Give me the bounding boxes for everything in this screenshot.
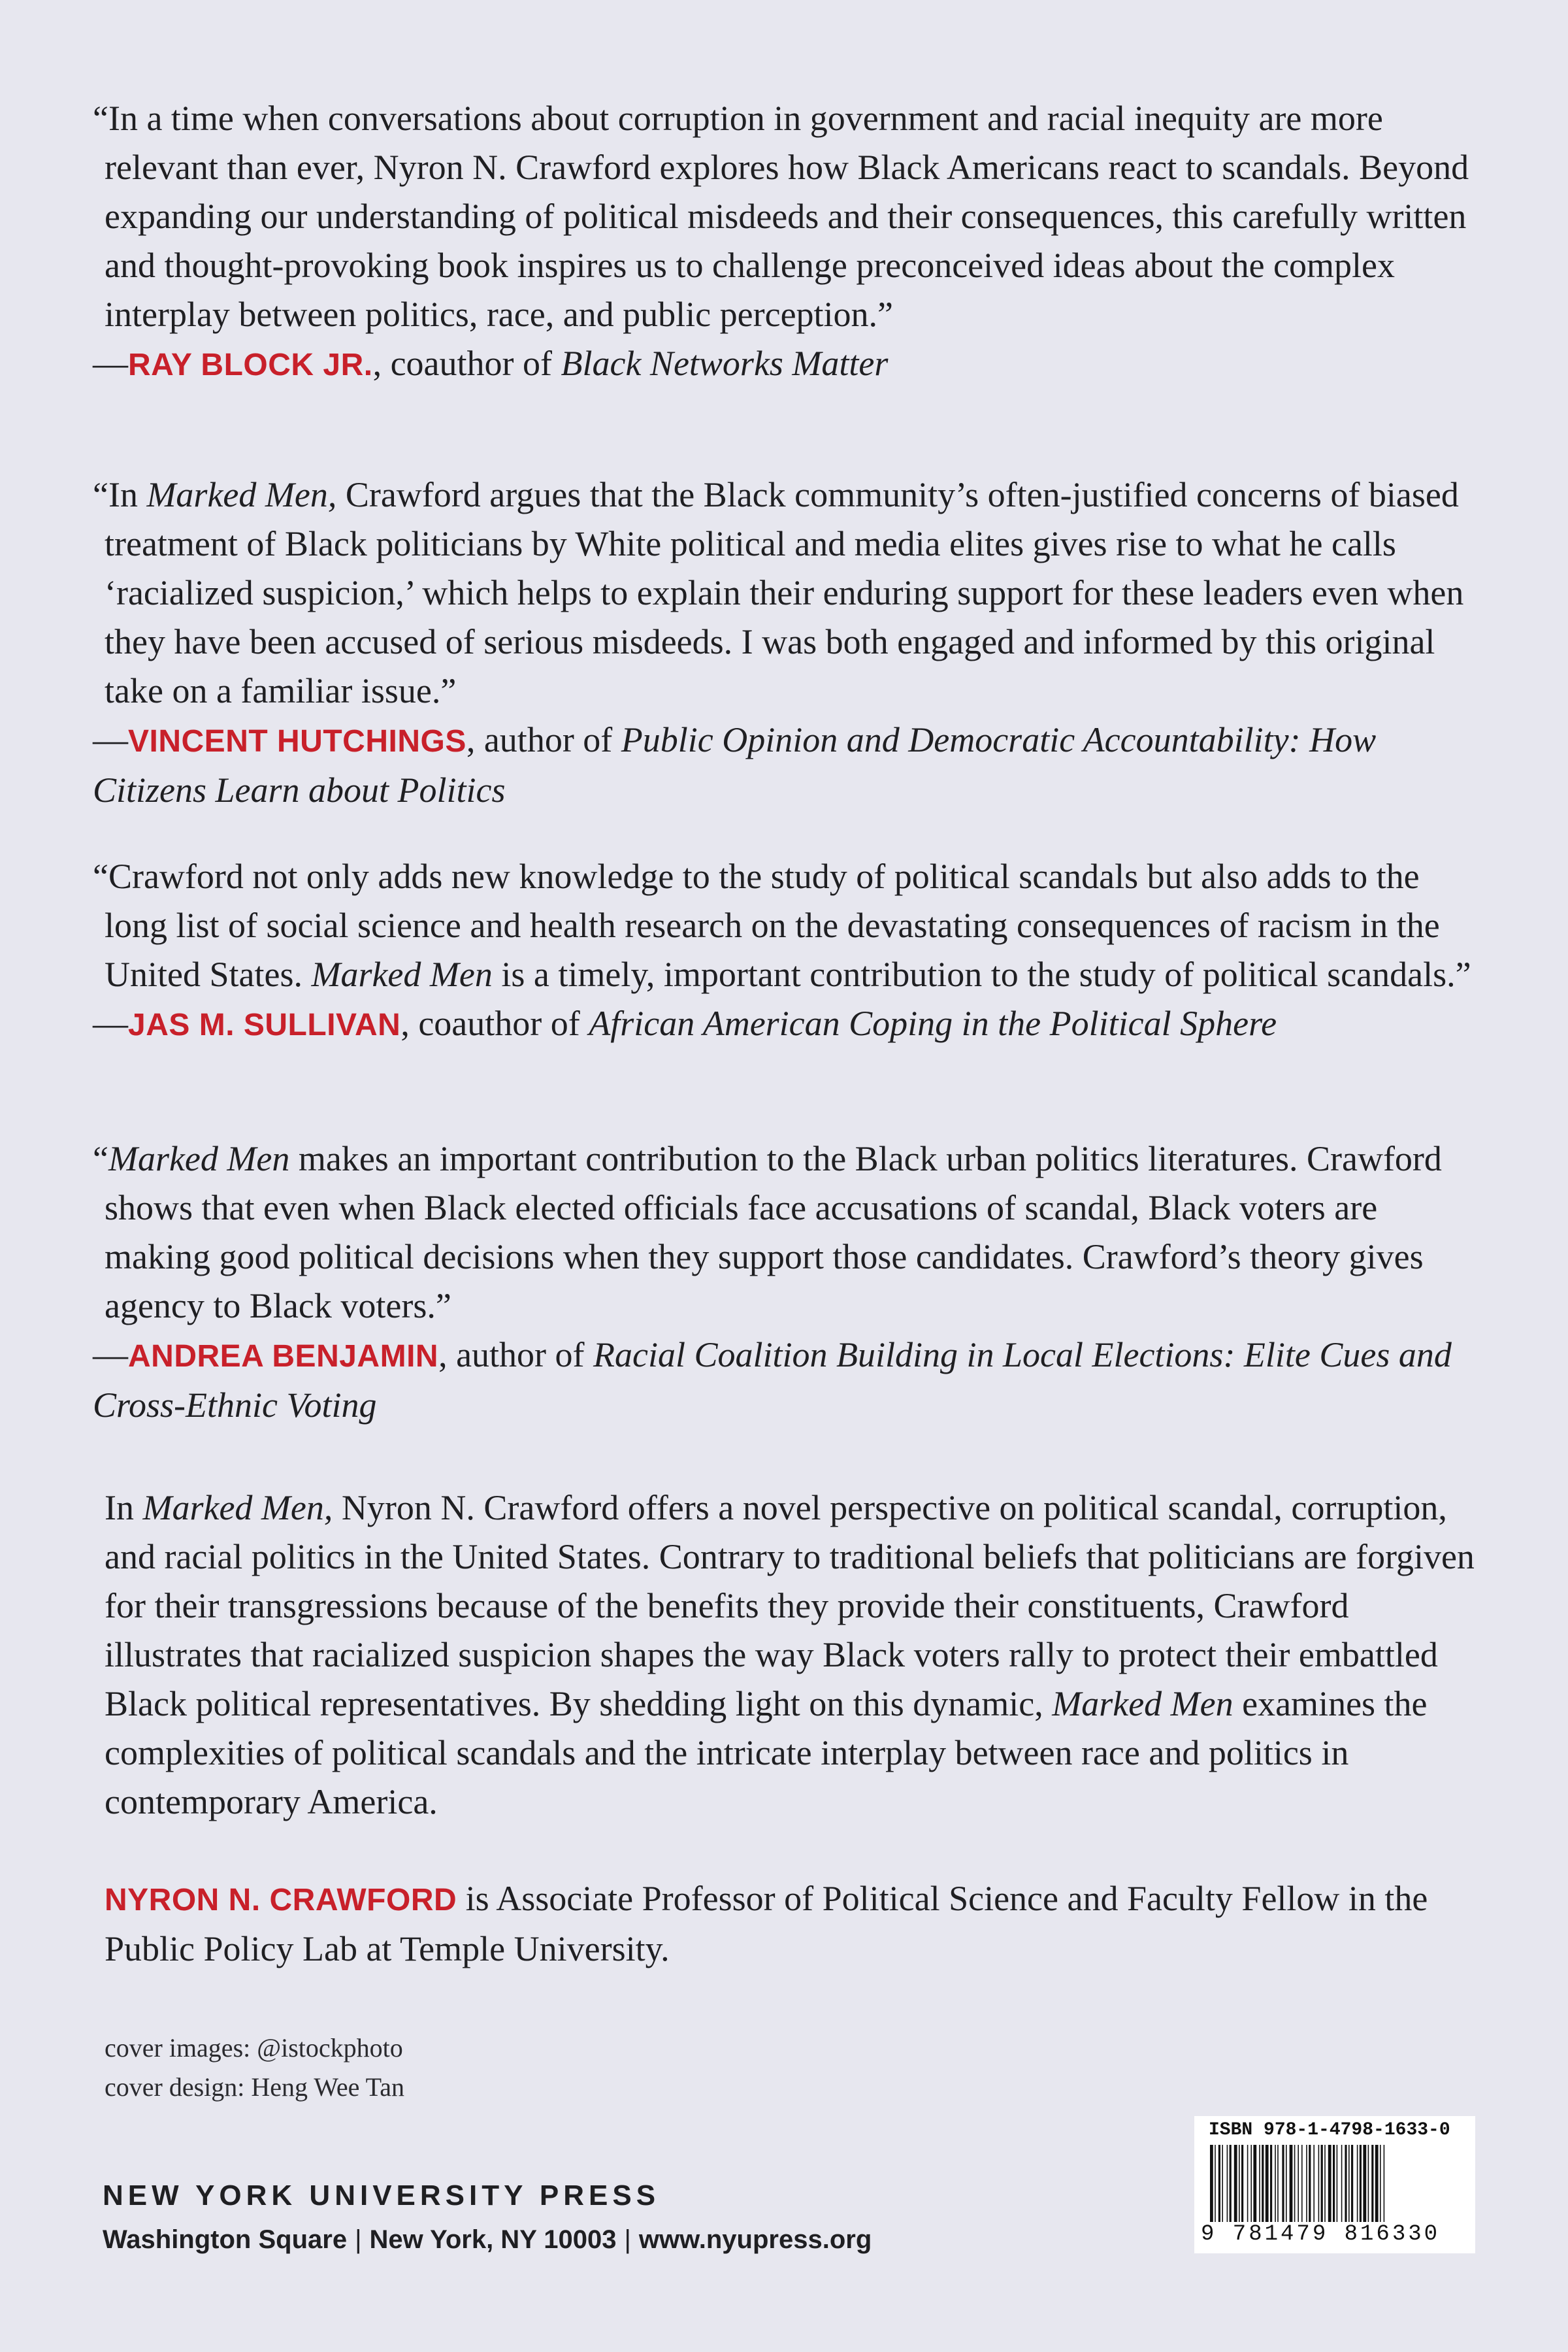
barcode-bar bbox=[1250, 2145, 1252, 2222]
barcode-bar bbox=[1337, 2145, 1338, 2222]
barcode-bar bbox=[1345, 2145, 1347, 2222]
barcode-bar bbox=[1368, 2145, 1369, 2222]
endorser-name: VINCENT HUTCHINGS bbox=[128, 724, 466, 759]
endorsement-quote bbox=[93, 471, 1478, 716]
barcode-bar bbox=[1341, 2145, 1343, 2222]
endorsement-block bbox=[93, 471, 1478, 815]
barcode-bar bbox=[1210, 2145, 1213, 2222]
endorser-role: , author of bbox=[438, 1335, 594, 1374]
description-text: Nyron N. Crawford offers a novel perspective on political scandal, corruption, and racial politics in the United States. Contrary to traditional beliefs that politicians are forgiven for their transgressions because of the benefits they provide their constituents, Crawford illustrates that racialized suspicion shapes the way Black voters rally to protect their embattled Black political representatives. By shedding light on this dynamic, bbox=[105, 1488, 1475, 1723]
endorsement-quote bbox=[93, 852, 1478, 999]
book-title: Marked Men bbox=[108, 1139, 290, 1178]
barcode-bar bbox=[1227, 2145, 1228, 2222]
book-title: Marked Men bbox=[1052, 1684, 1233, 1723]
endorser-work: Public Opinion and Democratic Accountability: How Citizens Learn about Politics bbox=[93, 720, 1377, 810]
endorsement-block bbox=[93, 852, 1478, 1050]
endorser-name: JAS M. SULLIVAN bbox=[128, 1008, 401, 1042]
barcode-bar bbox=[1357, 2145, 1358, 2222]
book-title: Marked Men, bbox=[142, 1488, 333, 1527]
quote-text: Crawford argues that the Black community’s often-justified concerns of biased treatment of Black politicians by White political and media elites gives rise to what he calls ‘racialized suspicion,’ which helps to explain their enduring support for these leaders even when they have been accused of serious misdeeds. I was both engaged and informed by this original take on a familiar issue.” bbox=[105, 475, 1464, 710]
endorsement-block bbox=[93, 1135, 1478, 1430]
barcode-bar bbox=[1380, 2145, 1381, 2222]
endorser-work: Black Networks Matter bbox=[561, 344, 889, 383]
quote-mark: “ bbox=[93, 1139, 108, 1178]
quote-text: “In bbox=[93, 475, 147, 514]
cover-credits bbox=[105, 2029, 404, 2107]
barcode-bar bbox=[1282, 2145, 1284, 2222]
cover-images-credit: cover images: @istockphoto bbox=[105, 2033, 403, 2062]
isbn-barcode bbox=[1194, 2116, 1475, 2253]
barcode-bar bbox=[1294, 2145, 1296, 2222]
author-bio-text: is Associate Professor of Political Science and Faculty Fellow in the Public Policy Lab at Temple University. bbox=[105, 1879, 1428, 1968]
publisher-url: www.nyupress.org bbox=[638, 2225, 872, 2254]
quote-text: makes an important contribution to the Black urban politics literatures. Crawford shows that even when Black elected officials face accusations of scandal, Black voters are making good political decisions when they support those candidates. Crawford’s theory gives agency to Black voters.” bbox=[105, 1139, 1442, 1325]
dash: — bbox=[93, 1004, 128, 1043]
author-bio bbox=[105, 1874, 1490, 1974]
barcode-bars bbox=[1209, 2145, 1462, 2222]
dash: — bbox=[93, 720, 128, 759]
barcode-bar bbox=[1277, 2145, 1279, 2222]
endorser-role: , author of bbox=[466, 720, 621, 759]
barcode-bar bbox=[1324, 2145, 1326, 2222]
barcode-bar bbox=[1239, 2145, 1240, 2222]
barcode-bar bbox=[1313, 2145, 1315, 2222]
barcode-bar bbox=[1247, 2145, 1249, 2222]
barcode-bar bbox=[1328, 2145, 1331, 2222]
endorser-role: , coauthor of bbox=[400, 1004, 589, 1043]
barcode-bar bbox=[1241, 2145, 1243, 2222]
cover-design-credit: cover design: Heng Wee Tan bbox=[105, 2072, 405, 2102]
barcode-bar bbox=[1298, 2145, 1299, 2222]
barcode-bar bbox=[1253, 2145, 1256, 2222]
barcode-bar bbox=[1309, 2145, 1311, 2222]
isbn-label: ISBN 978-1-4798-1633-0 bbox=[1209, 2120, 1450, 2140]
quote-text: is a timely, important contribution to the study of political scandals.” bbox=[492, 955, 1471, 994]
barcode-bar bbox=[1259, 2145, 1260, 2222]
quote-text: “In a time when conversations about corruption in government and racial inequity are more relevant than ever, Nyron N. Crawford explores how Black Americans react to scandals. Beyond expanding our understanding of political misdeeds and their consequences, this carefully written and thought-provoking book inspires us to challenge preconceived ideas about the complex interplay between politics, race, and public perception.” bbox=[93, 99, 1469, 334]
barcode-bar bbox=[1321, 2145, 1323, 2222]
endorsement-attribution bbox=[93, 716, 1478, 815]
book-title: Marked Men bbox=[311, 955, 493, 994]
endorser-work: African American Coping in the Political Sphere bbox=[589, 1004, 1277, 1043]
barcode-bar bbox=[1363, 2145, 1366, 2222]
endorser-name: ANDREA BENJAMIN bbox=[128, 1339, 439, 1374]
book-description bbox=[105, 1483, 1490, 1827]
barcode-digits: 9 781479 816330 bbox=[1201, 2222, 1441, 2247]
dash: — bbox=[93, 344, 128, 383]
barcode-bar bbox=[1286, 2145, 1287, 2222]
publisher-address bbox=[103, 2225, 872, 2255]
barcode-bar bbox=[1348, 2145, 1350, 2222]
endorsement-quote bbox=[93, 94, 1478, 339]
barcode-bar bbox=[1333, 2145, 1335, 2222]
barcode-bar bbox=[1215, 2145, 1216, 2222]
endorsement-attribution bbox=[93, 339, 1478, 389]
endorsement-quote bbox=[93, 1135, 1478, 1331]
author-name: NYRON N. CRAWFORD bbox=[105, 1883, 457, 1917]
barcode-bar bbox=[1275, 2145, 1276, 2222]
endorsement-attribution bbox=[93, 999, 1478, 1050]
quote-text: “Crawford not only adds new knowledge to the study of political scandals but also adds to the long list of social science and health research on the devastating consequences of racism in the United States. bbox=[93, 857, 1440, 994]
description-text: In bbox=[105, 1488, 143, 1527]
barcode-bar bbox=[1351, 2145, 1353, 2222]
address-city: New York, NY 10003 bbox=[369, 2225, 617, 2254]
barcode-bar bbox=[1371, 2145, 1373, 2222]
barcode-bar bbox=[1234, 2145, 1237, 2222]
endorsement-block bbox=[93, 94, 1478, 389]
endorser-role: , coauthor of bbox=[372, 344, 561, 383]
endorser-work: Racial Coalition Building in Local Elections: Elite Cues and Cross-Ethnic Voting bbox=[93, 1335, 1452, 1425]
separator: | bbox=[355, 2225, 362, 2254]
barcode-bar bbox=[1230, 2145, 1232, 2222]
barcode-bar bbox=[1375, 2145, 1379, 2222]
barcode-bar bbox=[1270, 2145, 1272, 2222]
barcode-bar bbox=[1318, 2145, 1320, 2222]
barcode-bar bbox=[1306, 2145, 1307, 2222]
dash: — bbox=[93, 1335, 128, 1374]
barcode-bar bbox=[1262, 2145, 1264, 2222]
barcode-bar bbox=[1218, 2145, 1220, 2222]
book-title: Marked Men, bbox=[146, 475, 337, 514]
publisher-name: NEW YORK UNIVERSITY PRESS bbox=[103, 2179, 661, 2211]
endorsement-attribution bbox=[93, 1331, 1478, 1430]
address-line: Washington Square bbox=[103, 2225, 348, 2254]
barcode-bar bbox=[1266, 2145, 1269, 2222]
barcode-bar bbox=[1360, 2145, 1362, 2222]
barcode-bar bbox=[1290, 2145, 1293, 2222]
separator: | bbox=[624, 2225, 631, 2254]
barcode-bar bbox=[1301, 2145, 1303, 2222]
barcode-bar bbox=[1384, 2145, 1385, 2222]
endorser-name: RAY BLOCK JR. bbox=[128, 348, 373, 382]
barcode-bar bbox=[1222, 2145, 1223, 2222]
description-text: examines the complexities of political scandals and the intricate interplay between race and politics in contemporary America. bbox=[105, 1684, 1428, 1821]
